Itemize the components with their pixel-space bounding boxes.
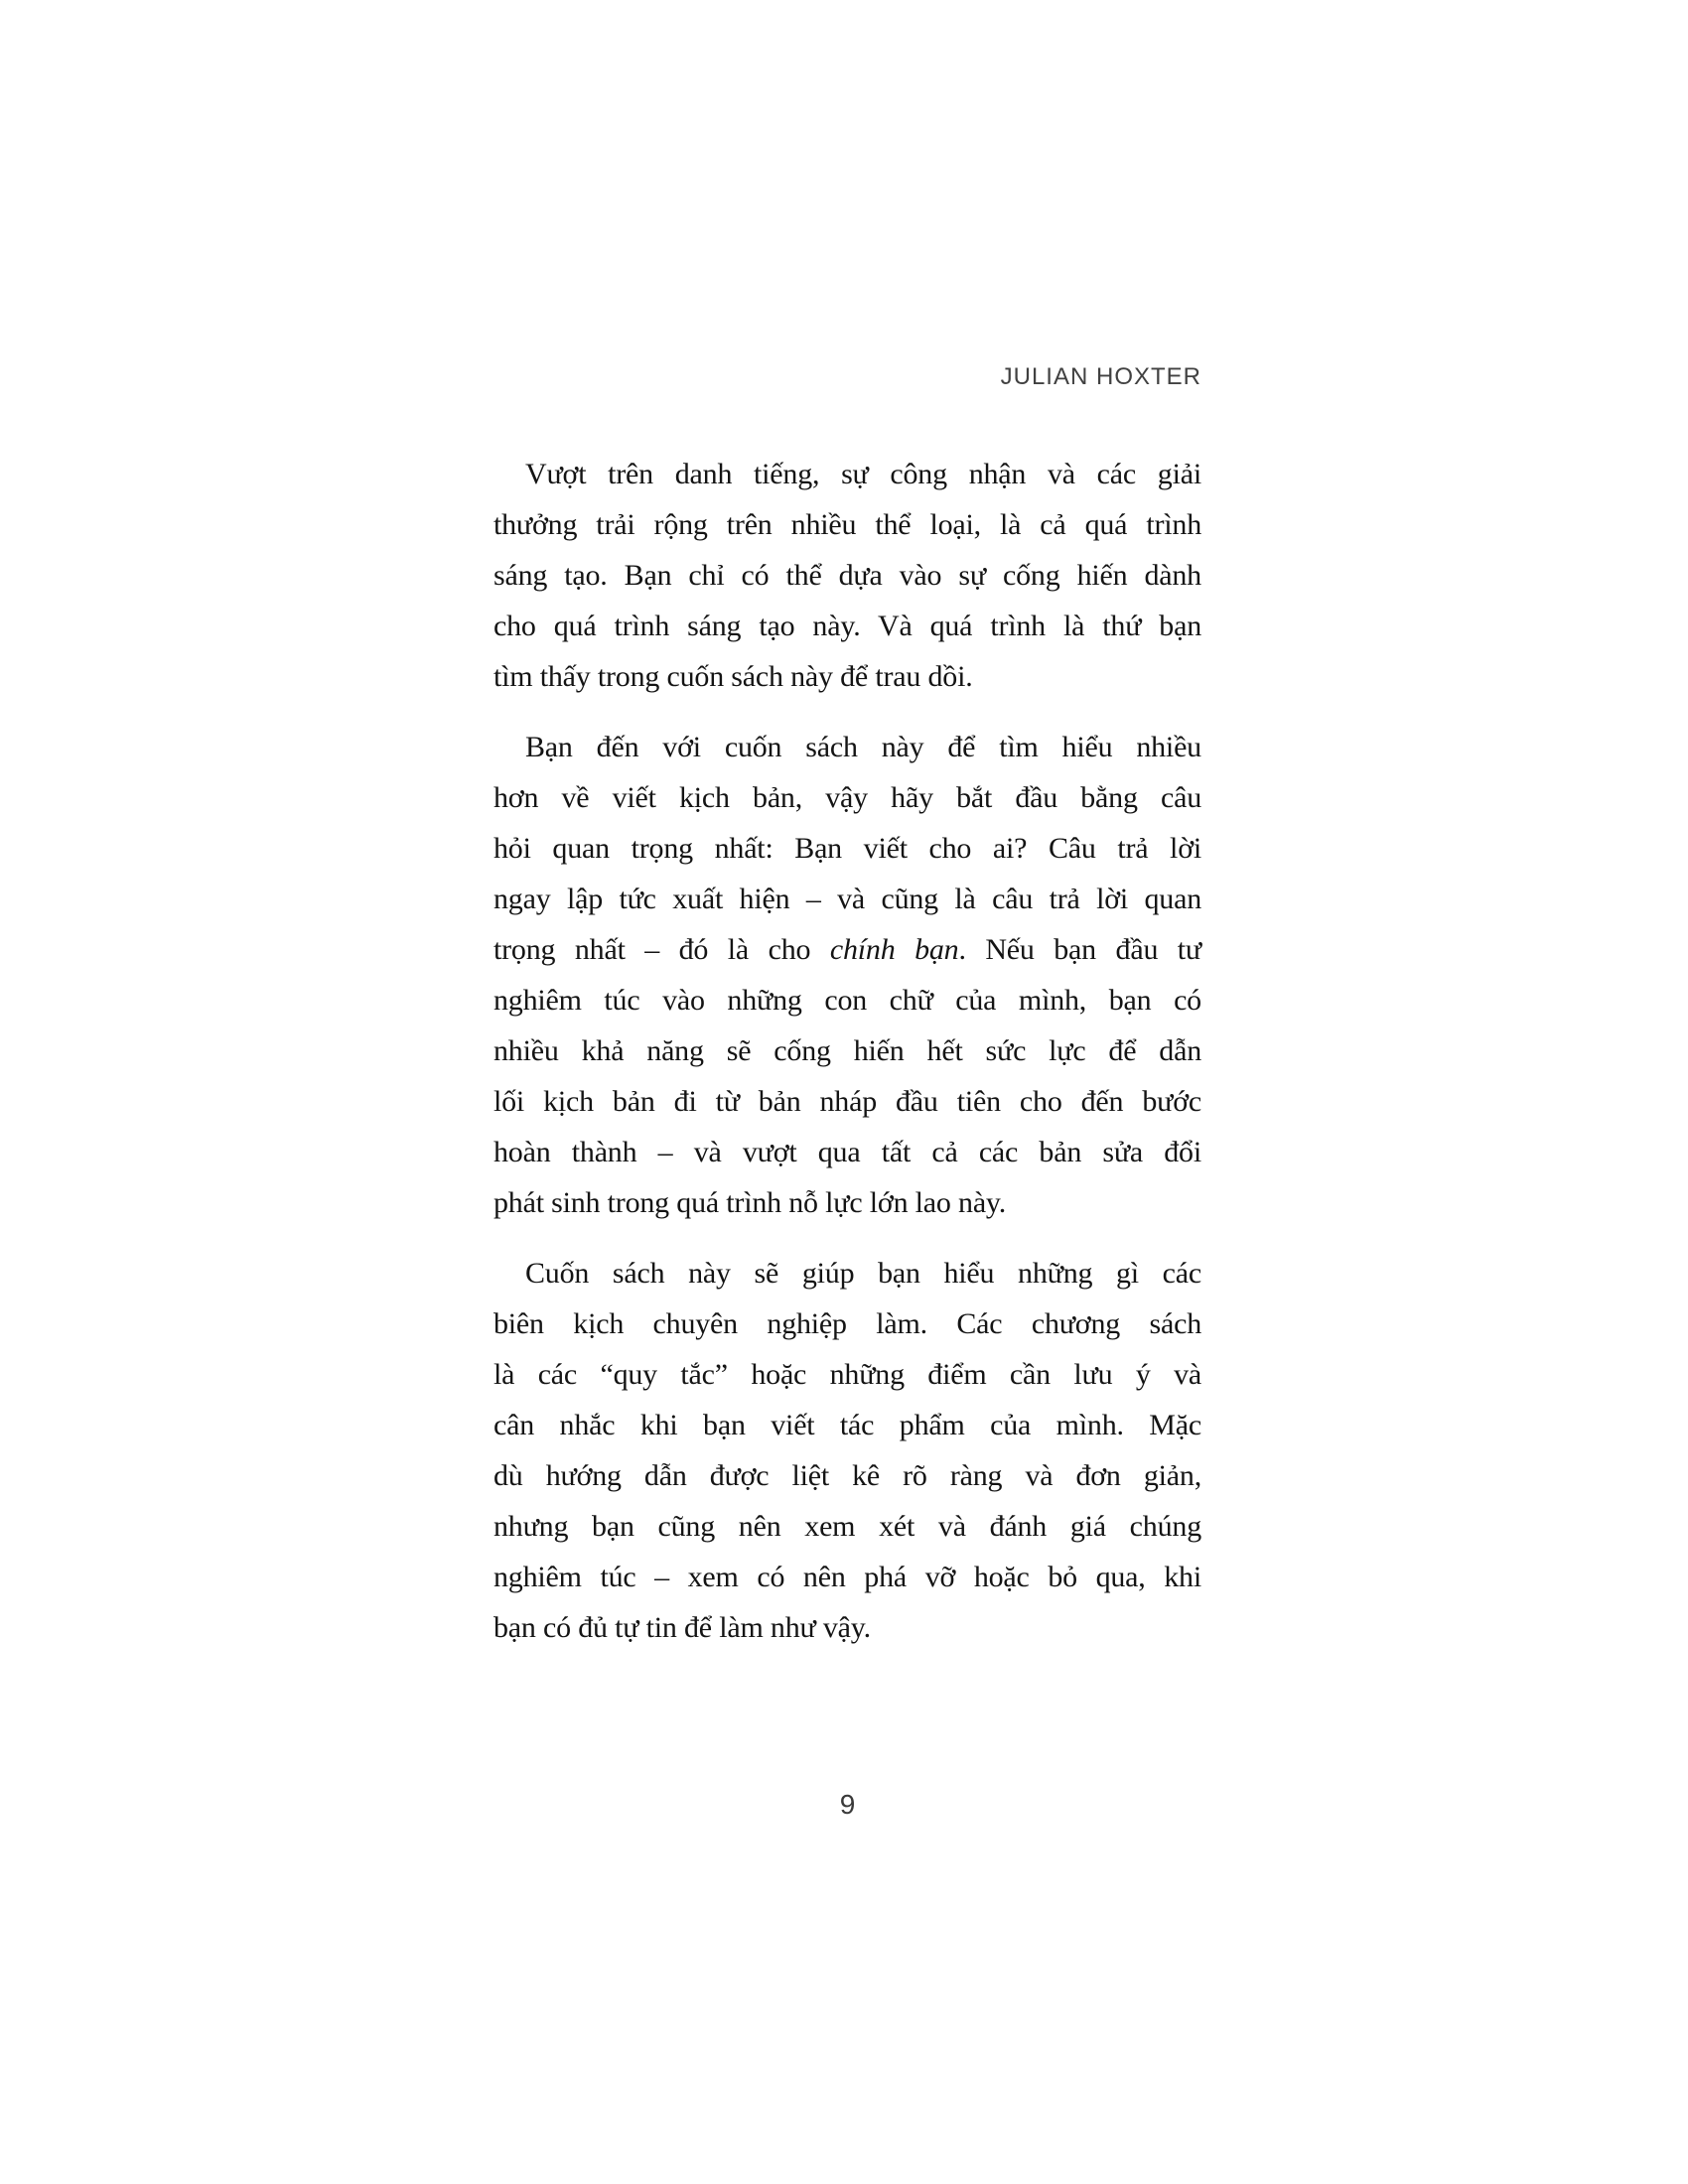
text-line: lối kịch bản đi từ bản nháp đầu tiên cho đến bước: [493, 1085, 1201, 1118]
running-header: JULIAN HOXTER: [1000, 363, 1201, 390]
text-line: Vượt trên danh tiếng, sự công nhận và các giải: [525, 458, 1201, 490]
text-line: trọng nhất – đó là cho chính bạn. Nếu bạn đầu tư: [493, 933, 1201, 966]
text-line: hơn về viết kịch bản, vậy hãy bắt đầu bằng câu: [493, 781, 1201, 814]
paragraph: [493, 1248, 1201, 1653]
text-line: tìm thấy trong cuốn sách này để trau dồi.: [493, 660, 973, 693]
text-line: nhưng bạn cũng nên xem xét và đánh giá chúng: [493, 1510, 1201, 1543]
text-line: hoàn thành – và vượt qua tất cả các bản sửa đổi: [493, 1136, 1201, 1168]
body-text: [493, 449, 1201, 1653]
text-line: hỏi quan trọng nhất: Bạn viết cho ai? Câu trả lời: [493, 832, 1201, 865]
text-line: phát sinh trong quá trình nỗ lực lớn lao này.: [493, 1186, 1007, 1219]
text-line: nghiêm túc vào những con chữ của mình, bạn có: [493, 984, 1201, 1017]
text-line: Bạn đến với cuốn sách này để tìm hiểu nhiều: [525, 731, 1201, 763]
text-line: nghiêm túc – xem có nên phá vỡ hoặc bỏ qua, khi: [493, 1561, 1201, 1593]
text-line: thưởng trải rộng trên nhiều thể loại, là cả quá trình: [493, 508, 1201, 541]
page-number: 9: [839, 1789, 856, 1820]
text-line: Cuốn sách này sẽ giúp bạn hiểu những gì các: [525, 1257, 1201, 1290]
text-line: sáng tạo. Bạn chỉ có thể dựa vào sự cống hiến dành: [493, 559, 1201, 592]
text-line: nhiều khả năng sẽ cống hiến hết sức lực để dẫn: [493, 1034, 1201, 1067]
text-line: ngay lập tức xuất hiện – và cũng là câu trả lời quan: [493, 883, 1201, 915]
text-line: dù hướng dẫn được liệt kê rõ ràng và đơn giản,: [493, 1459, 1201, 1492]
text-line: cho quá trình sáng tạo này. Và quá trình là thứ bạn: [493, 610, 1201, 642]
paragraph: [493, 722, 1201, 1228]
text-line: biên kịch chuyên nghiệp làm. Các chương sách: [493, 1307, 1201, 1340]
text-line: là các “quy tắc” hoặc những điểm cần lưu ý và: [493, 1358, 1201, 1391]
paragraph: [493, 449, 1201, 702]
text-line: bạn có đủ tự tin để làm như vậy.: [493, 1611, 871, 1644]
text-line: cân nhắc khi bạn viết tác phẩm của mình. Mặc: [493, 1409, 1201, 1441]
